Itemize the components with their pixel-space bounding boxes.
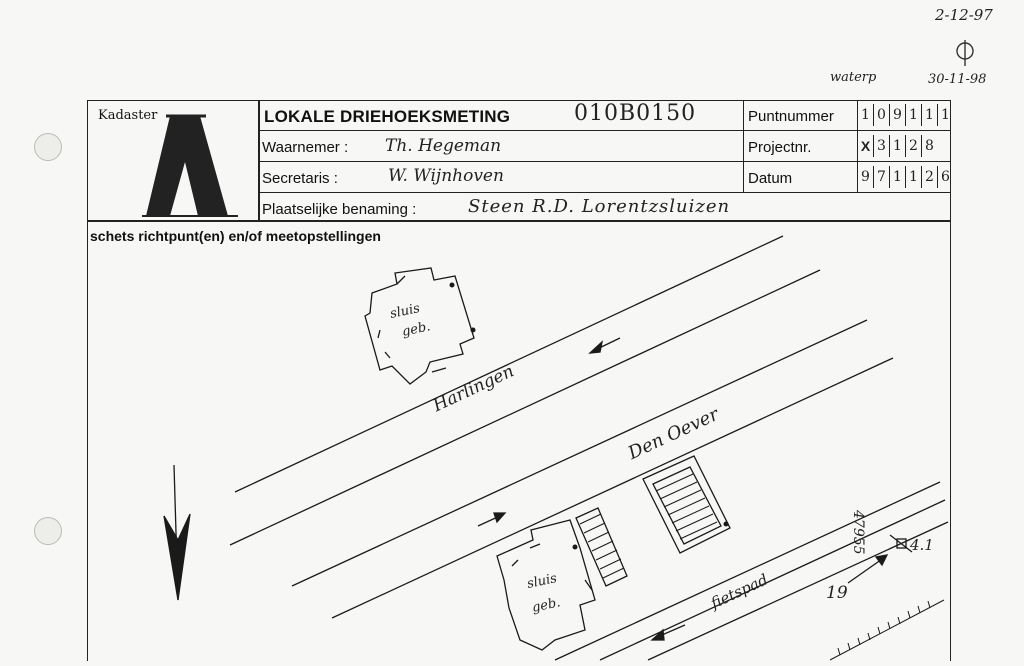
annotation-note-2: 30-11-98 bbox=[928, 72, 987, 87]
label-fietspad: fietspad bbox=[708, 570, 771, 613]
bikepath-line-2 bbox=[600, 500, 945, 660]
digit: 9 bbox=[861, 169, 870, 185]
digit: 8 bbox=[921, 135, 937, 157]
secretary-value: W. Wijnhoven bbox=[388, 166, 504, 186]
digit: 2 bbox=[921, 166, 937, 188]
label-vertical-number: 47955 bbox=[850, 510, 866, 555]
digit: 1 bbox=[905, 104, 921, 126]
form-title: LOKALE DRIEHOEKSMETING bbox=[264, 107, 511, 126]
digit: 1 bbox=[889, 135, 905, 157]
digit: 7 bbox=[873, 166, 889, 188]
staircase-large bbox=[643, 456, 730, 553]
label-point: 4.1 bbox=[910, 536, 934, 554]
observer-value: Th. Hegeman bbox=[385, 136, 502, 156]
label-sluis-top-2: geb. bbox=[400, 319, 432, 340]
digit: 1 bbox=[921, 104, 937, 126]
digit: 1 bbox=[889, 166, 905, 188]
sketch-heading: schets richtpunt(en) en/of meetopstellingen bbox=[90, 228, 381, 244]
bikepath-line-1 bbox=[555, 482, 940, 660]
observer-label: Waarnemer : bbox=[262, 139, 349, 156]
digit: 6 bbox=[937, 166, 953, 188]
label-sluis-top-1: sluis bbox=[388, 301, 422, 322]
secretary-label: Secretaris : bbox=[262, 170, 338, 187]
kadaster-logo-text: Kadaster bbox=[98, 108, 158, 123]
digit: 3 bbox=[873, 135, 889, 157]
project-label: Projectnr. bbox=[748, 139, 812, 156]
digit: 0 bbox=[873, 104, 889, 126]
label-number-19: 19 bbox=[826, 583, 848, 603]
canal-line-4 bbox=[332, 358, 893, 618]
digit: X bbox=[860, 138, 871, 154]
label-sluis-bottom-2: geb. bbox=[530, 595, 562, 616]
form-code: 010B0150 bbox=[574, 101, 697, 126]
location-value: Steen R.D. Lorentzsluizen bbox=[468, 196, 731, 217]
digit: 1 bbox=[937, 104, 953, 126]
digit: 1 bbox=[861, 107, 870, 123]
bikepath-line-3 bbox=[648, 522, 948, 660]
digit: 1 bbox=[905, 166, 921, 188]
label-sluis-bottom-1: sluis bbox=[525, 571, 559, 592]
digit: 9 bbox=[889, 104, 905, 126]
annotation-note-1: waterp bbox=[830, 70, 877, 85]
digit: 2 bbox=[905, 135, 921, 157]
label-harlingen: Harlingen bbox=[430, 361, 518, 417]
location-label: Plaatselijke benaming : bbox=[262, 201, 417, 218]
north-arrow-head bbox=[164, 514, 190, 600]
date-label: Datum bbox=[748, 170, 793, 187]
point-number-label: Puntnummer bbox=[748, 108, 834, 125]
canal-line-2 bbox=[230, 270, 820, 545]
label-den-oever: Den Oever bbox=[625, 403, 722, 465]
annotation-date: 2-12-97 bbox=[935, 6, 993, 24]
